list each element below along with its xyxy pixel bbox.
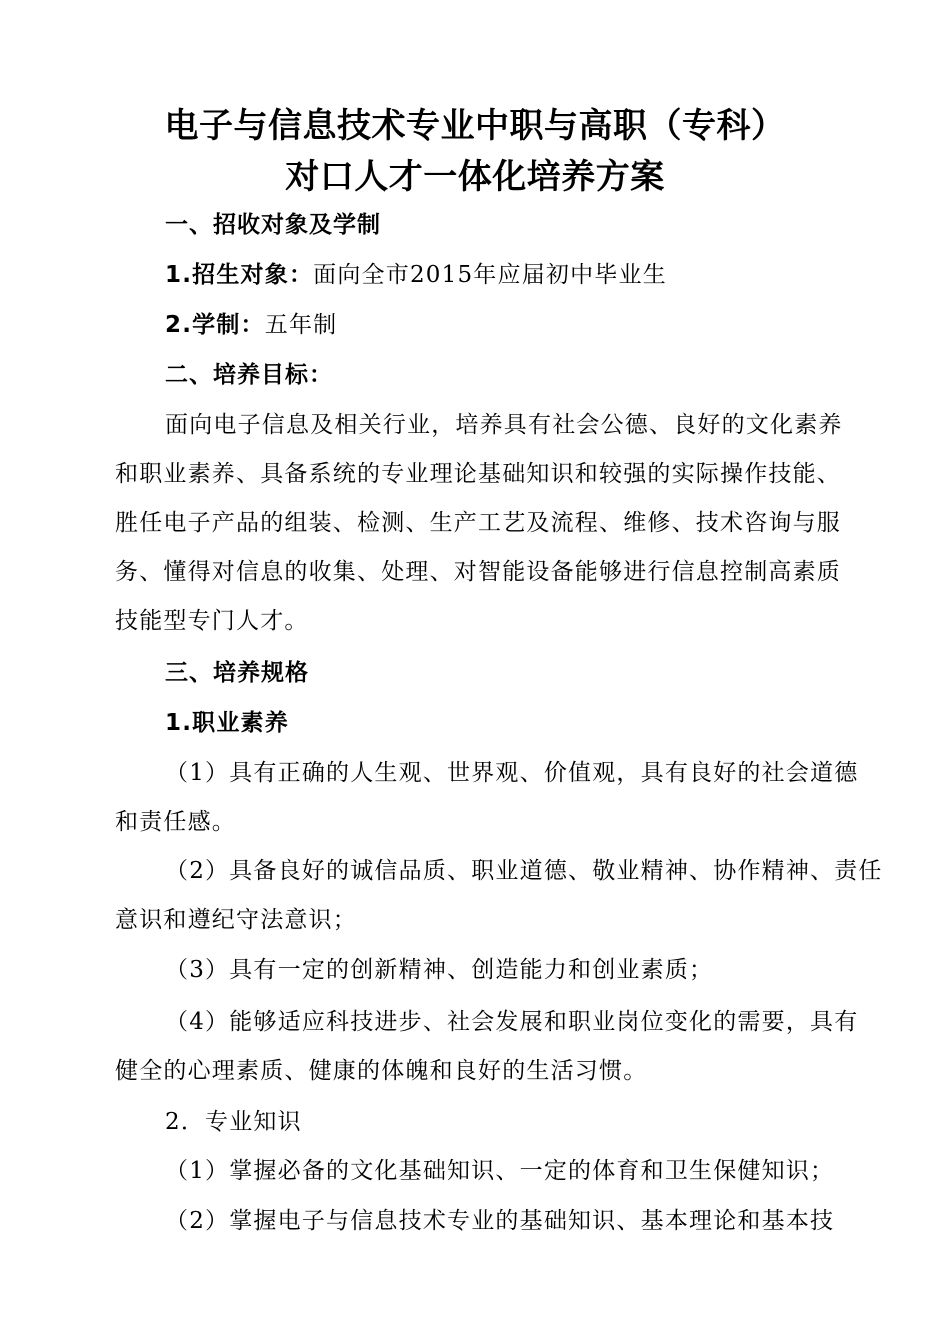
paragraph-line: 务、懂得对信息的收集、处理、对智能设备能够进行信息控制高素质 — [115, 559, 841, 585]
paragraph-line: 面向电子信息及相关行业，培养具有社会公德、良好的文化素养 — [165, 412, 843, 438]
paragraph-line: 和责任感。 — [115, 809, 236, 835]
section-1-heading: 一、招收对象及学制 — [165, 212, 381, 238]
paragraph-line: （1）掌握必备的文化基础知识、一定的体育和卫生保健知识； — [165, 1158, 835, 1184]
section-2-heading: 二、培养目标： — [165, 362, 333, 388]
section-1-item-2 — [165, 310, 915, 340]
enrollment-target-label: 1.招生对象： — [165, 262, 314, 288]
duration-value: 五年制 — [264, 312, 338, 338]
paragraph-line: 胜任电子产品的组装、检测、生产工艺及流程、维修、技术咨询与服 — [115, 510, 841, 536]
duration-label: 2.学制： — [165, 312, 265, 338]
paragraph-line: （2）具备良好的诚信品质、职业道德、敬业精神、协作精神、责任 — [165, 858, 883, 884]
enrollment-target-value: 面向全市2015年应届初中毕业生 — [313, 262, 667, 288]
paragraph-line: 健全的心理素质、健康的体魄和良好的生活习惯。 — [115, 1058, 648, 1084]
paragraph-line: 技能型专门人才。 — [115, 608, 309, 634]
paragraph-line: （2）掌握电子与信息技术专业的基础知识、基本理论和基本技 — [165, 1208, 835, 1234]
paragraph-line: （3）具有一定的创新精神、创造能力和创业素质； — [165, 957, 714, 983]
section-1-item-1 — [165, 260, 915, 290]
document-title-line-2: 对口人才一体化培养方案 — [285, 157, 665, 197]
section-3-heading: 三、培养规格 — [165, 660, 309, 686]
paragraph-line: （4）能够适应科技进步、社会发展和职业岗位变化的需要，具有 — [165, 1009, 859, 1035]
subsection-1-heading: 1.职业素养 — [165, 710, 289, 736]
paragraph-line: 和职业素养、具备系统的专业理论基础知识和较强的实际操作技能、 — [115, 461, 841, 487]
subsection-2-heading: 2．专业知识 — [165, 1109, 302, 1135]
paragraph-line: （1）具有正确的人生观、世界观、价值观，具有良好的社会道德 — [165, 760, 859, 786]
paragraph-line: 意识和遵纪守法意识； — [115, 907, 357, 933]
document-title-line-1: 电子与信息技术专业中职与高职（专科） — [164, 106, 786, 146]
